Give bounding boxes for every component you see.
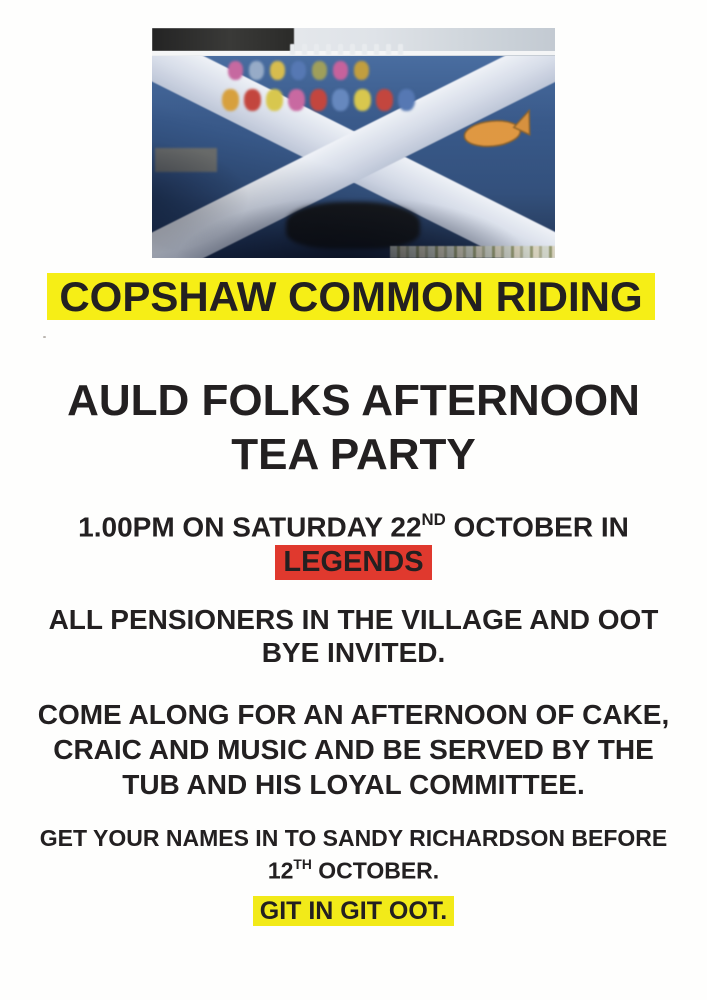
come-along-line-1: COME ALONG FOR AN AFTERNOON OF CAKE, xyxy=(37,699,670,730)
color-blob xyxy=(222,89,239,111)
names-line-2-before: 12 xyxy=(267,857,294,884)
color-blob xyxy=(290,44,295,55)
pensioners-paragraph xyxy=(0,603,707,669)
color-blob xyxy=(354,89,371,111)
color-blob xyxy=(398,89,415,111)
venue-row xyxy=(0,545,707,580)
date-text-after: OCTOBER IN xyxy=(445,511,629,543)
footer-row xyxy=(0,896,707,926)
names-ordinal-superscript: TH xyxy=(293,857,312,873)
color-blob xyxy=(338,44,343,55)
color-blob xyxy=(249,61,264,80)
color-blob xyxy=(398,44,403,55)
pensioners-line-1: ALL PENSIONERS IN THE VILLAGE AND OOT xyxy=(48,604,659,635)
color-blob xyxy=(386,44,391,55)
scan-artifact-dot xyxy=(43,336,46,338)
color-blob xyxy=(374,44,379,55)
color-blob xyxy=(350,44,355,55)
color-blob xyxy=(326,44,331,55)
page-title-line-1: AULD FOLKS AFTERNOON xyxy=(67,376,640,425)
photo-bottom-edge-strip xyxy=(390,246,555,258)
color-blob xyxy=(310,89,327,111)
goldfish-decoration xyxy=(460,106,536,153)
venue-highlight xyxy=(275,545,431,580)
color-blob xyxy=(362,44,367,55)
event-date-line xyxy=(0,504,707,543)
page-title xyxy=(0,374,707,482)
color-blob xyxy=(270,61,285,80)
names-line-2 xyxy=(0,852,707,885)
clothespegs-row xyxy=(290,44,403,55)
venue-text: LEGENDS xyxy=(283,546,424,578)
names-paragraph xyxy=(0,825,707,885)
event-banner xyxy=(47,273,655,320)
color-blob xyxy=(266,89,283,111)
color-blob xyxy=(228,61,243,80)
come-along-line-3: TUB AND HIS LOYAL COMMITTEE. xyxy=(122,769,585,800)
saltire-flag-photo xyxy=(152,28,555,258)
saltire-flag xyxy=(152,56,555,258)
color-blob xyxy=(354,61,369,80)
color-blob xyxy=(332,89,349,111)
color-blob xyxy=(291,61,306,80)
color-blob xyxy=(288,89,305,111)
come-along-paragraph xyxy=(0,697,707,802)
photo-dark-bar xyxy=(152,28,294,51)
page-title-line-2: TEA PARTY xyxy=(231,430,476,479)
dark-blob xyxy=(286,202,420,249)
footer-highlight xyxy=(253,896,455,926)
bunting-letters-row-1 xyxy=(228,61,369,80)
come-along-line-2: CRAIC AND MUSIC AND BE SERVED BY THE xyxy=(53,734,654,765)
grey-patch xyxy=(155,148,217,172)
footer-text: GIT IN GIT OOT. xyxy=(259,897,448,925)
date-text-before: 1.00PM ON SATURDAY 22 xyxy=(78,511,422,543)
date-ordinal-superscript: ND xyxy=(421,510,446,530)
names-line-2-after: OCTOBER. xyxy=(311,857,440,884)
color-blob xyxy=(244,89,261,111)
color-blob xyxy=(314,44,319,55)
color-blob xyxy=(376,89,393,111)
color-blob xyxy=(333,61,348,80)
color-blob xyxy=(302,44,307,55)
color-blob xyxy=(312,61,327,80)
bunting-letters-row-2 xyxy=(222,89,415,111)
event-banner-text: COPSHAW COMMON RIDING xyxy=(59,273,643,320)
pensioners-line-2: BYE INVITED. xyxy=(261,637,446,668)
names-line-1: GET YOUR NAMES IN TO SANDY RICHARDSON BEFORE xyxy=(39,825,668,851)
